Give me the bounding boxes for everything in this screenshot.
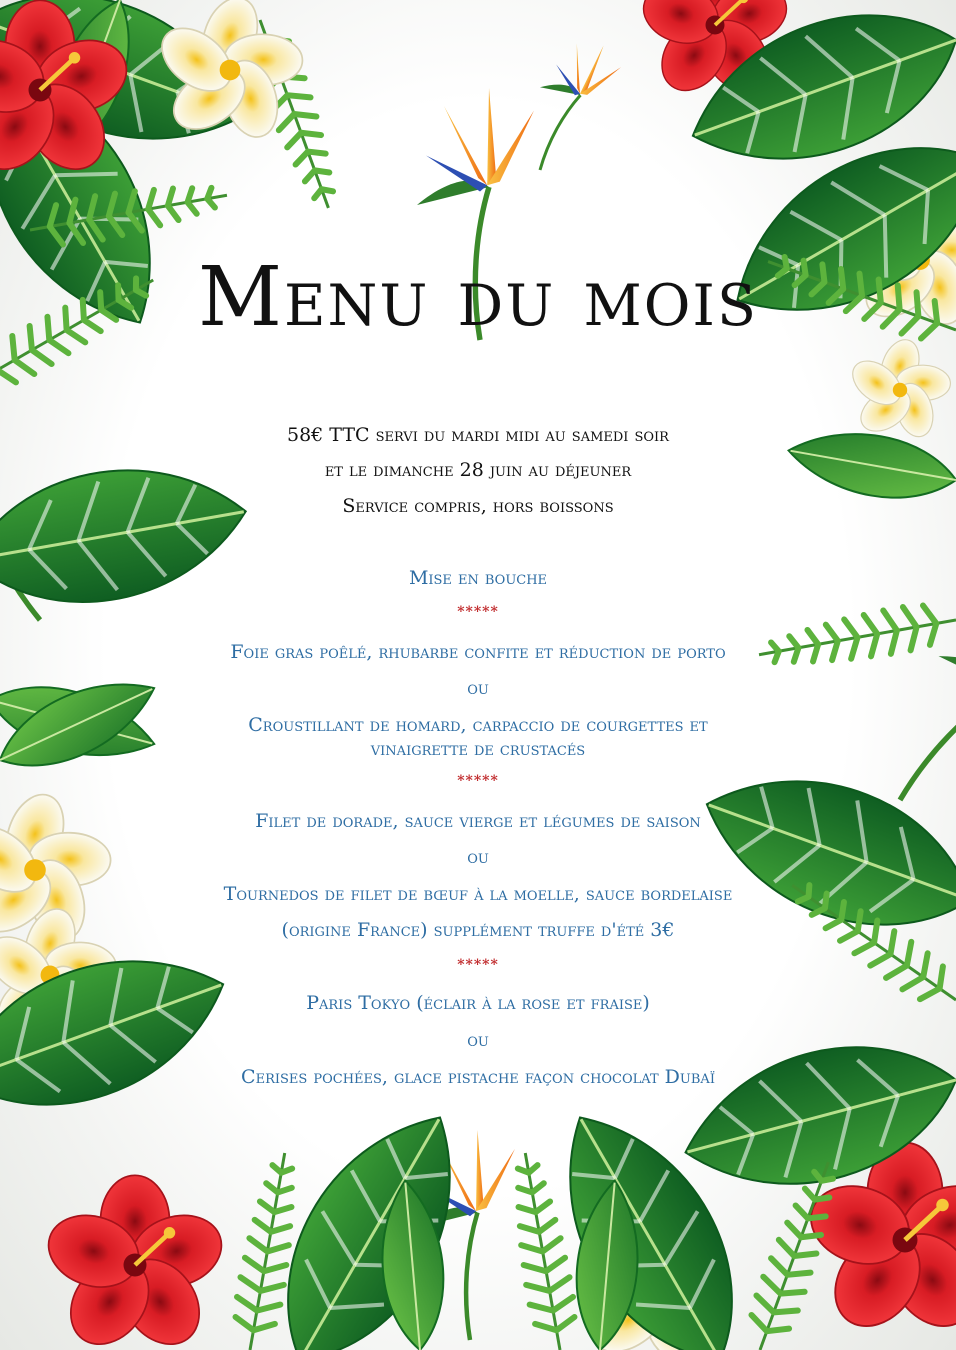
dessert-option-1: Paris Tokyo (éclair à la rose et fraise) [306, 992, 650, 1014]
main-option-2-note: (origine France) supplément truffe d'été 3€ [281, 919, 675, 941]
amuse-bouche: Mise en bouche [408, 567, 548, 589]
or-label: ou [467, 846, 489, 868]
or-label: ou [467, 1029, 489, 1051]
page-title: Menu du mois [197, 250, 758, 345]
course-separator: ***** [457, 604, 499, 620]
price-line: 58€ TTC servi du mardi midi au samedi soir [287, 424, 669, 446]
starter-option-1: Foie gras poêlé, rhubarbe confite et réduction de porto [230, 641, 726, 663]
course-separator: ***** [457, 773, 499, 789]
sunday-line: et le dimanche 28 juin au déjeuner [324, 459, 632, 481]
main-option-2: Tournedos de filet de bœuf à la moelle, sauce bordelaise [223, 883, 733, 905]
starter-option-2-line-2: vinaigrette de crustacés [370, 738, 586, 760]
starter-option-2-line-1: Croustillant de homard, carpaccio de courgettes et [248, 714, 708, 736]
or-label: ou [467, 677, 489, 699]
dessert-option-2: Cerises pochées, glace pistache façon chocolat Dubaï [241, 1066, 715, 1088]
main-option-1: Filet de dorade, sauce vierge et légumes de saison [255, 810, 701, 832]
service-line: Service compris, hors boissons [342, 495, 614, 517]
course-separator: ***** [457, 957, 499, 973]
